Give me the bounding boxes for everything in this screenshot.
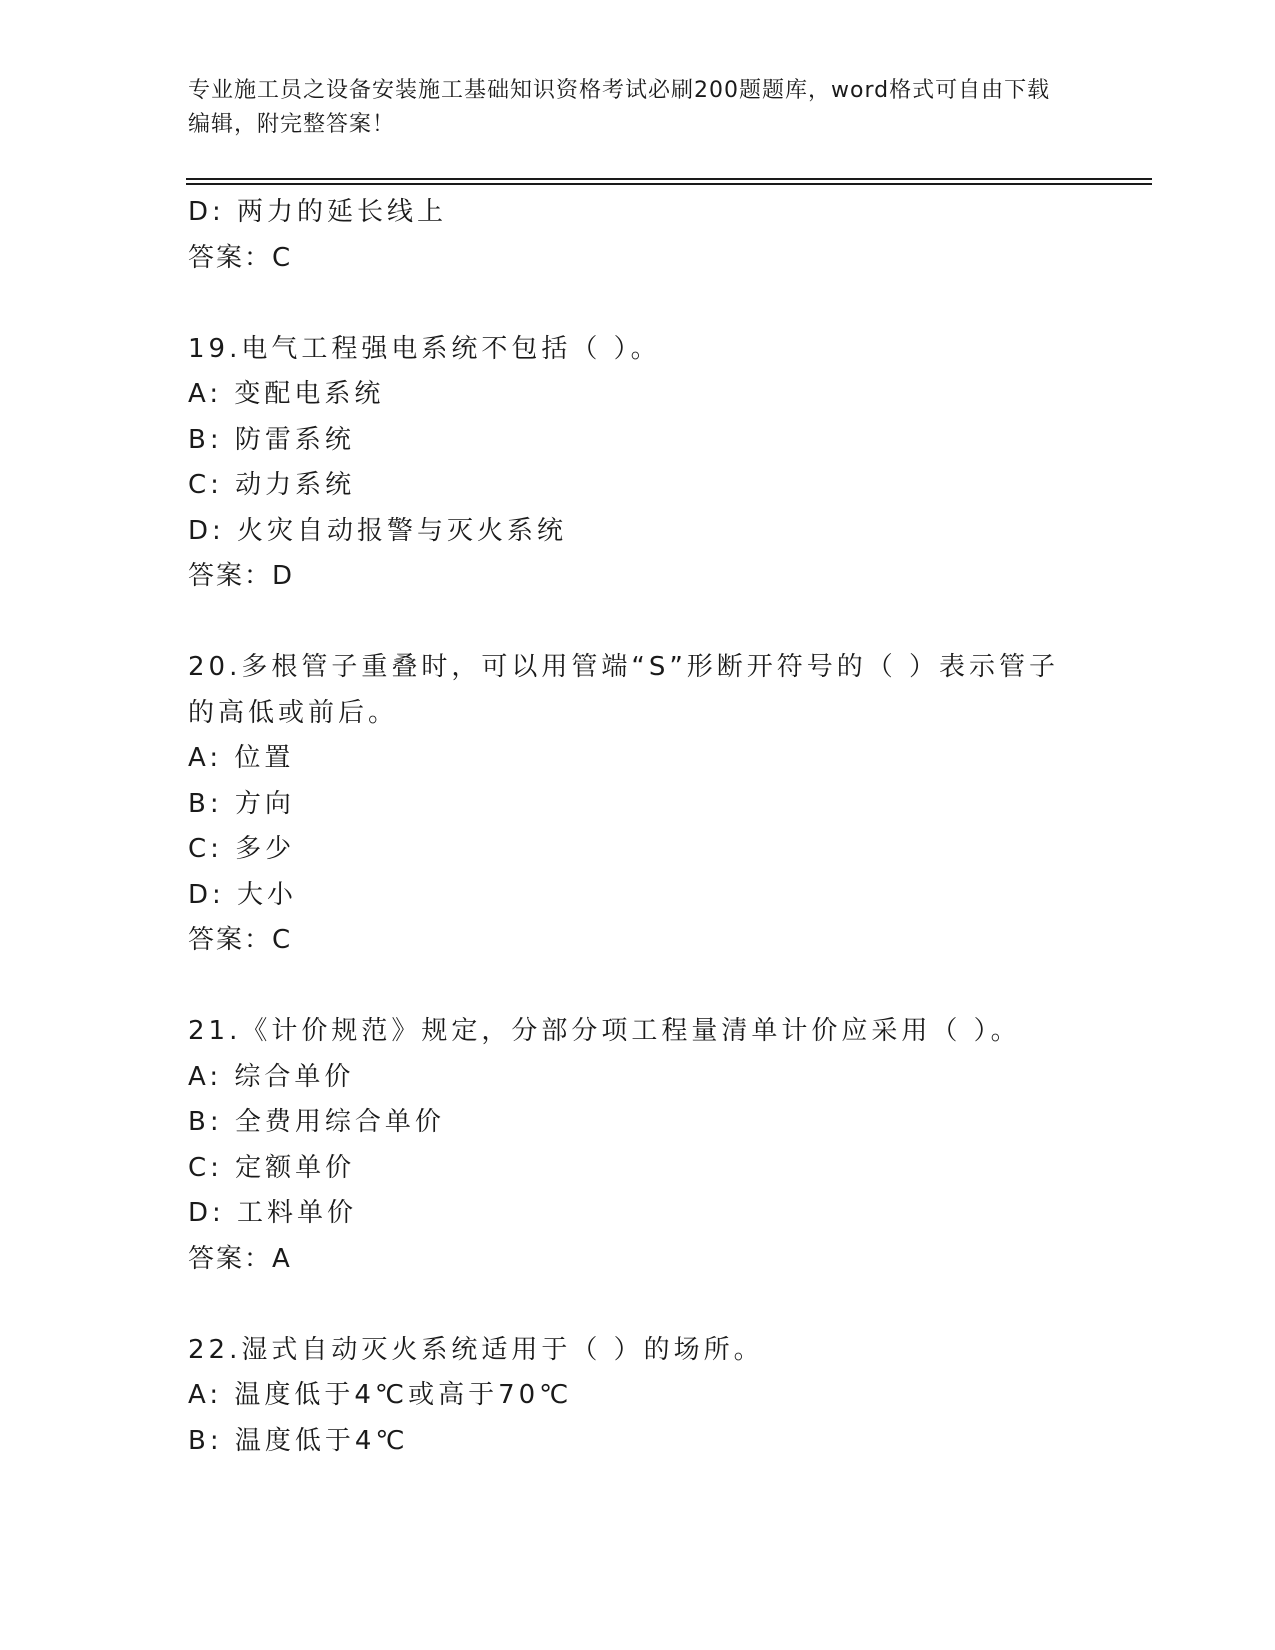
- header-divider-top: [186, 178, 1152, 180]
- option-d: D: 大小: [188, 879, 298, 910]
- answer-line: 答案：D: [188, 561, 295, 591]
- option-b: B: 防雷系统: [188, 424, 355, 455]
- answer-line: 答案：C: [188, 242, 293, 273]
- answer-line: 答案：A: [188, 1243, 292, 1274]
- question-title: 21.《计价规范》规定，分部分项工程量清单计价应采用（ ）。: [188, 1016, 1021, 1046]
- document-title: 专业施工员之设备安装施工基础知识资格考试必刷200题题库，word格式可自由下载编辑，附完整答案！: [188, 78, 1051, 137]
- question-20: [188, 645, 1088, 964]
- option-a: A: 综合单价: [188, 1061, 355, 1092]
- option-c: C: 动力系统: [188, 470, 356, 500]
- option-d: D: 火灾自动报警与灭火系统: [188, 515, 568, 546]
- option-d: D: 工料单价: [188, 1198, 358, 1228]
- option-b: B: 方向: [188, 788, 295, 819]
- question-21: [188, 1009, 1088, 1282]
- question-title: 22.湿式自动灭火系统适用于（ ）的场所。: [188, 1334, 764, 1365]
- question-19: [188, 327, 1088, 600]
- question-title: 20.多根管子重叠时，可以用管端“S”形断开符号的（ ）表示管子的高低或前后。: [188, 652, 1060, 728]
- answer-line: 答案：C: [188, 925, 293, 955]
- header-divider-bottom: [186, 183, 1152, 185]
- option-a: A: 温度低于4℃或高于70℃: [188, 1380, 573, 1410]
- option-b: B: 温度低于4℃: [188, 1425, 409, 1456]
- option-c: C: 定额单价: [188, 1152, 356, 1183]
- option-c: C: 多少: [188, 834, 296, 864]
- option-d: D: 两力的延长线上: [188, 197, 448, 227]
- question-list: [188, 190, 1088, 1464]
- option-b: B: 全费用综合单价: [188, 1107, 445, 1137]
- option-a: A: 位置: [188, 743, 295, 773]
- option-a: A: 变配电系统: [188, 379, 385, 409]
- question-title: 19.电气工程强电系统不包括（ ）。: [188, 333, 661, 364]
- question-22: [188, 1328, 1088, 1465]
- document-header: [188, 74, 1068, 142]
